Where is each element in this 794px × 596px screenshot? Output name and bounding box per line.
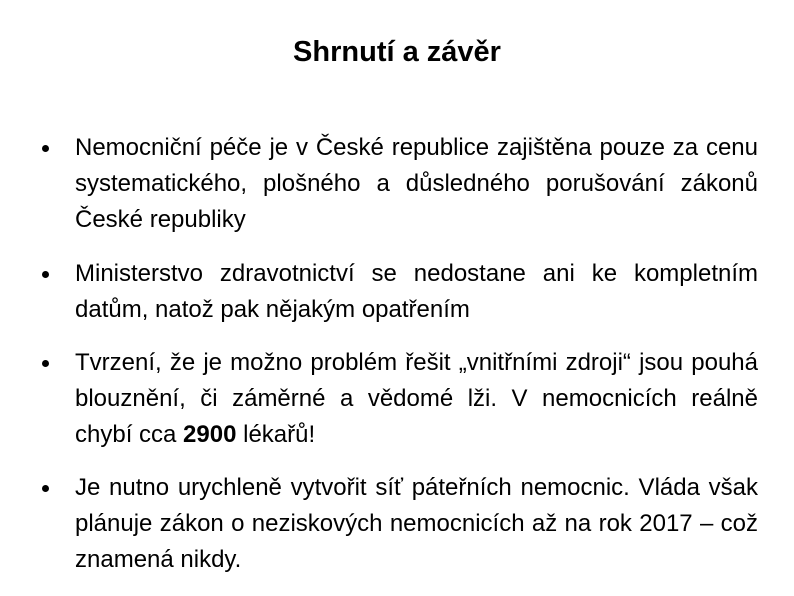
bullet-dot-icon [42, 360, 49, 367]
bullet-text-after: lékařů! [236, 421, 316, 448]
bullet-list [40, 130, 758, 596]
bullet-text-before: Tvrzení, že je možno problém řešit „vnitřními zdroji“ jsou pouhá blouznění, či záměrné a vědomé lži. V nemocnicích reálně chybí cca [75, 349, 758, 448]
slide-title: Shrnutí a závěr [293, 36, 501, 68]
bullet-text: Je nutno urychleně vytvořit síť páteřních nemocnic. Vláda však plánuje zákon o neziskových nemocnicích až na rok 2017 – což znamená nikdy. [75, 474, 758, 573]
bullet-item-ministry [40, 256, 758, 328]
bullet-dot-icon [42, 271, 49, 278]
bullet-item-hospital-network [40, 470, 758, 578]
doctor-shortage-count: 2900 [183, 421, 237, 448]
bullet-text: Nemocniční péče je v České republice zajištěna pouze za cenu systematického, plošného a důsledného porušování zákonů České republiky [75, 134, 758, 233]
bullet-text: Ministerstvo zdravotnictví se nedostane ani ke kompletním datům, natož pak nějakým opatřením [75, 260, 758, 323]
bullet-dot-icon [42, 145, 49, 152]
bullet-dot-icon [42, 485, 49, 492]
bullet-item-internal-resources [40, 345, 758, 453]
bullet-item-hospital-care [40, 130, 758, 238]
